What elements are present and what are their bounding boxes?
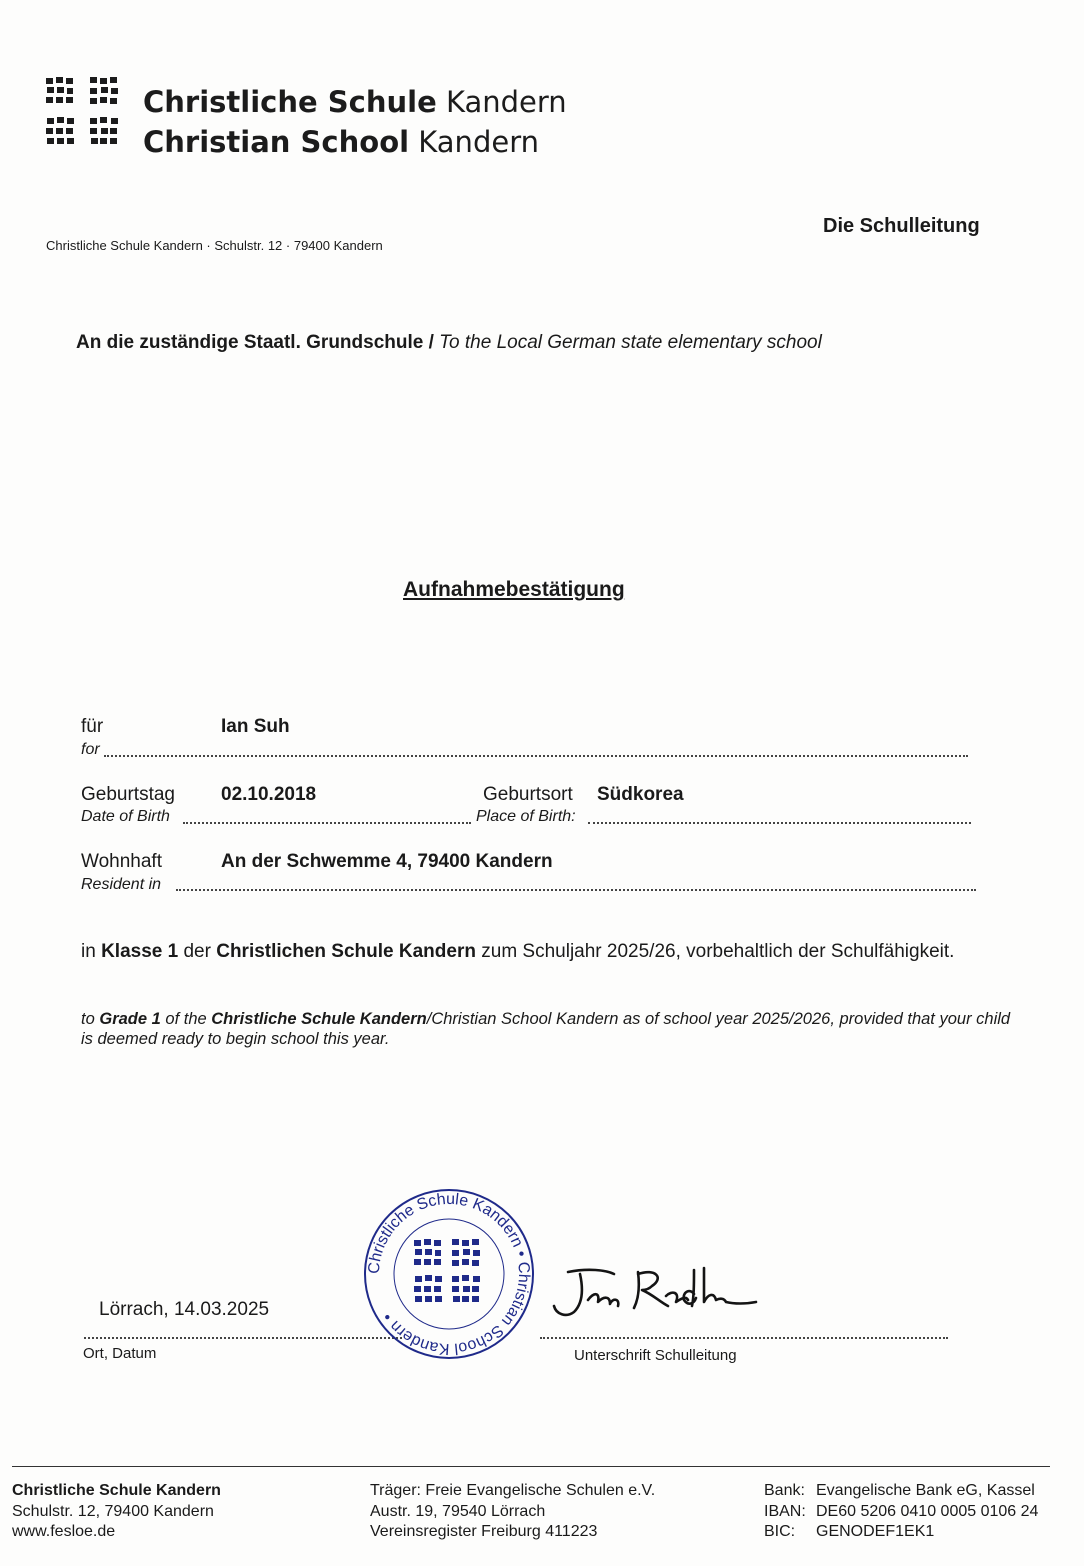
handwritten-signature <box>548 1262 763 1322</box>
confirmation-text-en: to Grade 1 of the Christliche Schule Kandern/Christian School Kandern as of school year 2025/2026, provided that your child is deemed ready to begin school this year. <box>81 1010 1011 1048</box>
dob-label: Geburtstag <box>81 784 175 805</box>
residence-value: An der Schwemme 4, 79400 Kandern <box>221 851 553 872</box>
dob-value: 02.10.2018 <box>221 784 317 805</box>
school-name <box>143 82 567 162</box>
pob-label-en: Place of Birth: <box>476 808 576 825</box>
signature-dotted-line <box>540 1337 948 1339</box>
school-name-en: Christian School Kandern <box>143 125 539 159</box>
document-title: Aufnahmebestätigung <box>403 578 625 601</box>
footer-divider <box>12 1466 1050 1467</box>
for-label-en: for <box>81 741 100 758</box>
for-dotted-line <box>104 755 968 757</box>
department-label: Die Schulleitung <box>823 215 980 237</box>
residence-label-en: Resident in <box>81 876 162 893</box>
recipient-line: An die zuständige Staatl. Grundschule / To the Local German state elementary school <box>76 332 822 353</box>
iban-row: IBAN: DE60 5206 0410 0005 0106 24 <box>764 1502 1039 1520</box>
footer-website-link[interactable]: www.fesloe.de <box>12 1523 116 1540</box>
pob-dotted-line <box>588 822 971 824</box>
bank-row: Bank: Evangelische Bank eG, Kassel <box>764 1482 1035 1499</box>
school-seal-icon <box>360 1188 538 1360</box>
bic-row: BIC: GENODEF1EK1 <box>764 1523 935 1540</box>
place-date-label: Ort, Datum <box>83 1345 157 1362</box>
signature-label: Unterschrift Schulleitung <box>574 1347 737 1364</box>
dob-dotted-line <box>183 822 471 824</box>
place-date-dotted-line <box>84 1337 402 1339</box>
school-logo-icon <box>46 76 124 152</box>
for-label: für <box>81 716 104 737</box>
confirmation-text-de: in Klasse 1 der Christlichen Schule Kandern zum Schuljahr 2025/26, vorbehaltlich der Schulfähigkeit. <box>81 941 955 962</box>
footer-sponsor: Träger: Freie Evangelische Schulen e.V. Austr. 19, 79540 Lörrach Vereinsregister Freiburg 411223 <box>370 1482 656 1540</box>
residence-label: Wohnhaft <box>81 851 162 872</box>
pob-label: Geburtsort <box>483 784 573 805</box>
footer-bank-details <box>764 1481 1038 1543</box>
school-name-de: Christliche Schule Kandern <box>143 85 567 119</box>
for-value: Ian Suh <box>221 716 290 737</box>
dob-label-en: Date of Birth <box>81 808 170 825</box>
footer-school-address: Christliche Schule Kandern Schulstr. 12, 79400 Kandern www.fesloe.de <box>12 1481 221 1543</box>
place-date-value: Lörrach, 14.03.2025 <box>99 1299 270 1320</box>
pob-value: Südkorea <box>597 784 684 805</box>
sender-address: Christliche Schule Kandern · Schulstr. 12 · 79400 Kandern <box>46 238 383 253</box>
seal-text: Christliche Schule Kandern • Christian School Kandern • <box>365 1190 533 1358</box>
residence-dotted-line <box>176 889 976 891</box>
